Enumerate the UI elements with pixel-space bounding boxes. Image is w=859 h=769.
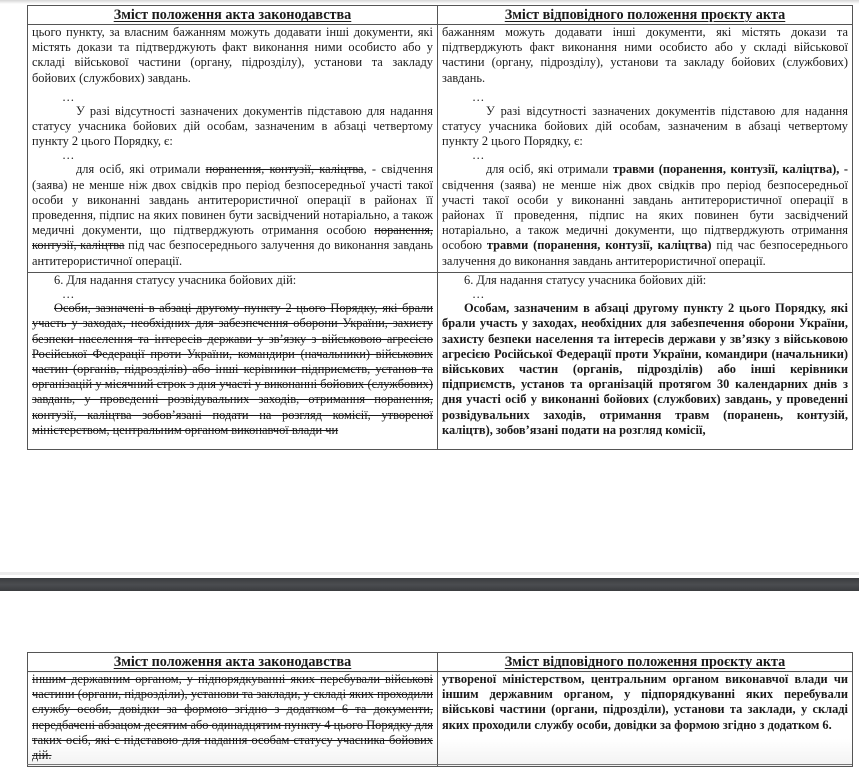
table-row xyxy=(28,25,853,273)
comparison-table-page-2 xyxy=(27,652,853,767)
text: під час безпосереднього залучення до виконання завдань антитерористичної операції. xyxy=(442,238,849,268)
page-separator xyxy=(0,578,859,591)
header-current-law: Зміст положення акта законодавства xyxy=(28,653,438,672)
ellipsis: … xyxy=(62,89,75,104)
added-paragraph: утвореної міністерством, центральним органом виконавчої влади чи іншим державним органом, у підпорядкуванні яких перебували військові частини (органи, підрозділи), установи та заклади, у складі яких проходили службу особи, довідки за формою згідно з додатком 6. xyxy=(442,672,848,732)
header-current-law: Зміст положення акта законодавства xyxy=(28,6,438,25)
table-row xyxy=(28,273,853,450)
page-top-edge xyxy=(0,0,859,4)
deleted-text: поранення, контузії, каліцтва xyxy=(32,223,433,253)
page-bottom-edge xyxy=(0,572,859,575)
added-text: травми (поранення, контузії, каліцтва) xyxy=(486,238,712,253)
ellipsis: … xyxy=(472,287,485,302)
cell-draft-act xyxy=(438,672,853,767)
paragraph: У разі відсутності зазначених документів підставою для надання статусу учасника бойових дій особам, зазначеним в абзаці четвертому пункту 2 цього Порядку, є: xyxy=(442,103,848,149)
paragraph xyxy=(32,162,433,268)
section-title: 6. Для надання статусу учасника бойових дій: xyxy=(464,273,707,287)
table-header-row xyxy=(28,653,853,672)
added-text: травми (поранення, контузії, каліцтва), - xyxy=(612,162,848,177)
ellipsis: … xyxy=(472,148,485,163)
paragraph: цього пункту, за власним бажанням можуть додавати інші документи, які містять докази та підтверджують факт виконання ними особисто або у складі військової частини (органу, підрозділу), установи та закладу бойових (службових) завдань. xyxy=(32,25,433,85)
cell-draft-act xyxy=(438,25,853,273)
ellipsis: … xyxy=(62,148,75,163)
cell-current-law xyxy=(28,672,438,767)
paragraph: бажанням можуть додавати інші документи, які містять докази та підтверджують факт виконання ними особисто або у складі військової частини (органу, підрозділу), установи та закладу бойових (службових) завдань. xyxy=(442,25,848,85)
ellipsis: … xyxy=(472,89,485,104)
ellipsis: … xyxy=(62,287,75,302)
header-draft-act: Зміст відповідного положення проєкту акта xyxy=(438,6,853,25)
cell-current-law xyxy=(28,25,438,273)
cell-draft-act xyxy=(438,273,853,450)
table-header-row xyxy=(28,6,853,25)
section-title: 6. Для надання статусу учасника бойових дій: xyxy=(54,273,297,287)
paragraph xyxy=(442,162,848,268)
cell-current-law xyxy=(28,273,438,450)
text: під час безпосереднього залучення до виконання завдань антитерористичної операції. xyxy=(32,238,433,268)
table-row xyxy=(28,672,853,767)
text: свідчення (заява) не менше ніж двох свідків про період безпосередньої участі такої особи у виконанні завдань антитерористичної операції в районах її проведення, підпис на яких повинен бути засвідчений нотаріально, а також медичні документи, що підтверджують отримання особою xyxy=(442,177,848,253)
added-paragraph: Особам, зазначеним в абзаці другому пункту 2 цього Порядку, які брали участь у заходах, необхідних для забезпечення оборони України, захисту безпеки населення та інтересів держави у зв’язку з військовою агресією Російської Федерації проти України, командири (начальники) військових частин (органів, підрозділів) або інші керівники підприємств, установ та організацій протягом 30 календарних днів з дня участі осіб у виконанні бойових (службових) завдань, у проведенні розвідувальних заходів, отримання травм (поранень, контузій, каліцтв), зобов’язані подати на розгляд комісії, xyxy=(442,301,848,437)
header-draft-act: Зміст відповідного положення проєкту акта xyxy=(438,653,853,672)
text: для осіб, які отримали xyxy=(486,162,613,177)
text: , - свідчення (заява) не менше ніж двох свідків про період безпосередньої участі такої особи у виконанні завдань антитерористичної операції в районах її проведення, підпис на яких повинен бути засвідчений нотаріально, а також медичні документи, що підтверджують отримання особою xyxy=(32,162,433,238)
text: для осіб, які отримали xyxy=(76,162,206,177)
paragraph: У разі відсутності зазначених документів підставою для надання статусу учасника бойових дій особам, зазначеним в абзаці четвертому пункту 2 цього Порядку, є: xyxy=(32,103,433,149)
deleted-paragraph: Особи, зазначені в абзаці другому пункту 2 цього Порядку, які брали участь у заходах, необхідних для забезпечення оборони України, захисту безпеки населення та інтересів держави у зв’язку з військовою агресією Російської Федерації проти України, командири (начальники) військових частин (органів, підрозділів) або інші керівники підприємств, установ та організацій у місячний строк з дня участі у виконанні бойових (службових) завдань, у проведенні розвідувальних заходів, отримання поранення, контузії, каліцтва зобов’язані подати на розгляд комісії, утвореної міністерством, центральним органом виконавчої влади чи xyxy=(32,301,433,437)
deleted-text: поранення, контузії, каліцтва xyxy=(205,162,364,177)
deleted-paragraph: іншим державним органом, у підпорядкуванні яких перебували військові частини (органи, підрозділи), установи та заклади, у складі яких проходили службу особи, довідки за формою згідно з додатком 6 та документи, передбачені абзацом десятим або одинадцятим пункту 4 цього Порядку для таких осіб, які є підставою для надання особам статусу учасника бойових дій. xyxy=(32,672,433,763)
next-row-border xyxy=(27,764,852,769)
comparison-table-page-1 xyxy=(27,5,853,450)
